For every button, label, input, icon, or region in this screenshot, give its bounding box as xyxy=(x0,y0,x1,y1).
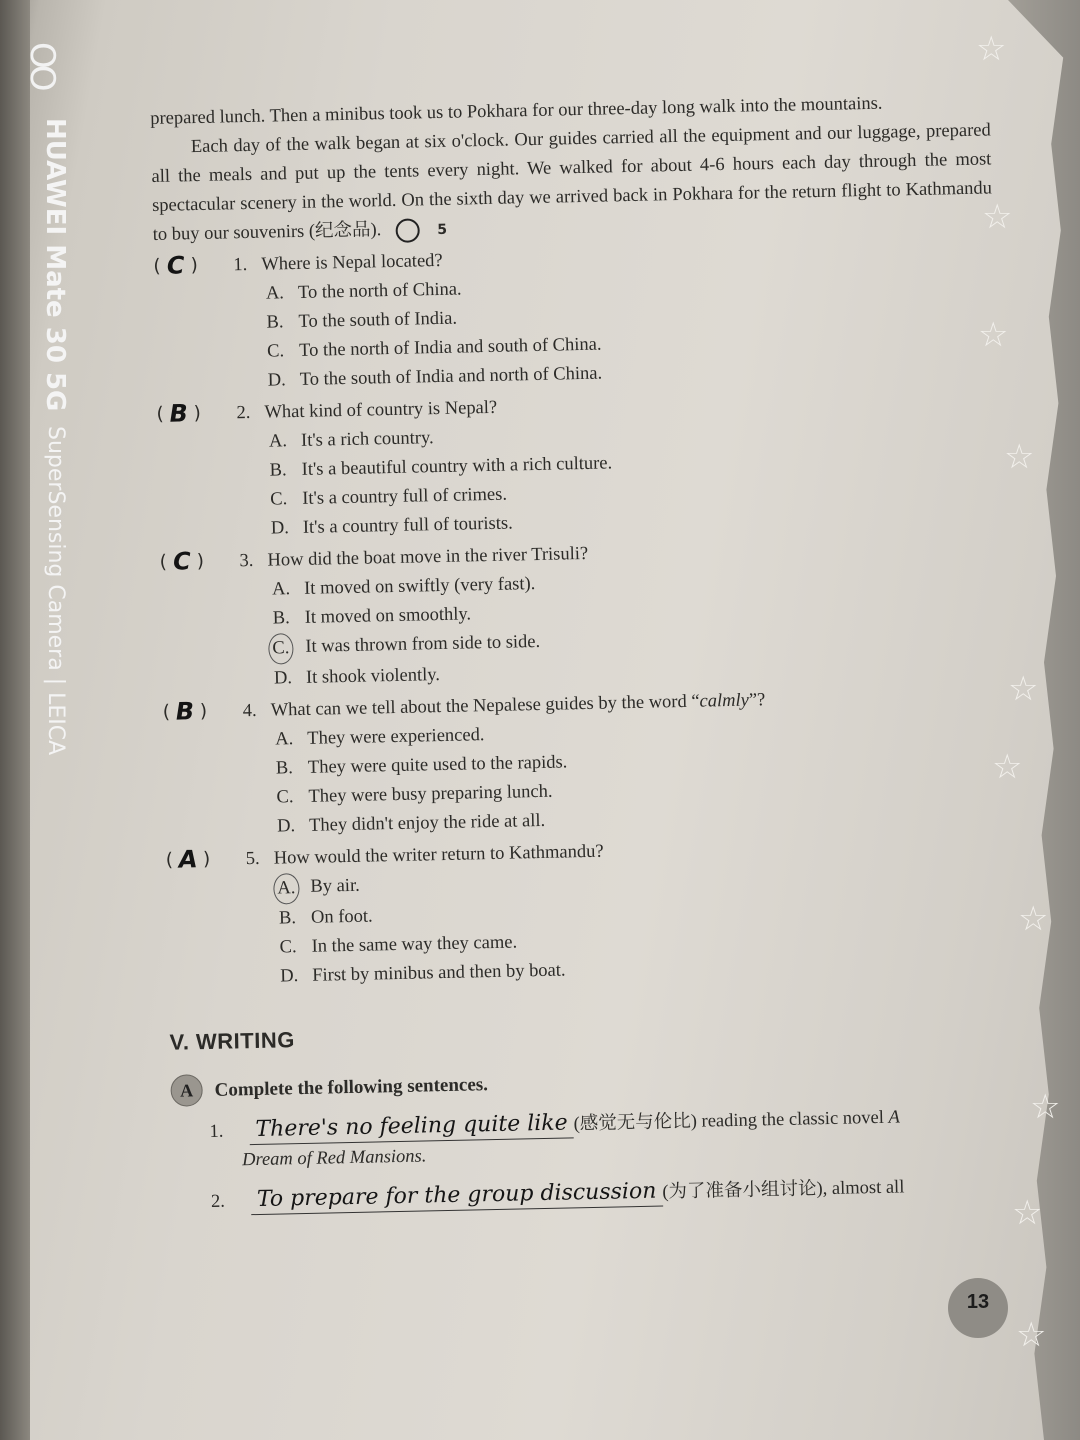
passage-line: prepared lunch. Then a minibus took us to Pokhara for our three-day long walk into the mountains. xyxy=(150,93,883,129)
watermark-logo: OO xyxy=(22,42,62,88)
subsection-heading xyxy=(170,1057,1010,1107)
star-icon: ☆ xyxy=(982,197,1013,237)
star-icon: ☆ xyxy=(1012,1193,1043,1233)
watermark-text xyxy=(40,118,70,756)
subsection-title: Complete the following sentences. xyxy=(214,1073,489,1101)
question-number: 3. xyxy=(239,550,254,572)
option-text: In the same way they came. xyxy=(311,932,518,957)
question-4 xyxy=(162,680,1005,844)
section-title: V. WRITING xyxy=(169,1027,296,1055)
worksheet-content xyxy=(150,87,1013,1217)
option-label: A. xyxy=(268,431,288,452)
option-label: C. xyxy=(279,937,297,958)
handwritten-answer: B xyxy=(173,697,197,726)
option-label: D. xyxy=(280,966,299,987)
handwritten-answer: C xyxy=(170,547,193,576)
question-text: How would the writer return to Kathmandu? xyxy=(273,841,604,869)
star-icon: ☆ xyxy=(1004,437,1035,477)
option-label: B. xyxy=(269,460,287,481)
question-number: 4. xyxy=(242,700,257,722)
option-text: On foot. xyxy=(310,906,373,928)
option-label: D. xyxy=(270,518,290,539)
option-text: First by minibus and then by boat. xyxy=(312,960,566,986)
item-tail-emphasis: A xyxy=(888,1107,901,1128)
handwritten-answer: B xyxy=(167,399,191,428)
option-label: D. xyxy=(273,668,293,689)
question-text-part: What can we tell about the Nepalese guides by the word “ xyxy=(270,691,700,721)
page-number: 13 xyxy=(948,1278,1008,1338)
option-text: It shook violently. xyxy=(305,665,441,688)
option-label-circled: A. xyxy=(273,873,300,905)
option-label: B. xyxy=(275,758,294,779)
item-hint: (为了准备小组讨论), almost all xyxy=(662,1177,905,1203)
option-text: They were busy preparing lunch. xyxy=(308,781,553,807)
option-label xyxy=(278,873,311,905)
question-5 xyxy=(166,828,1009,994)
answer-slot: ( B ) xyxy=(162,697,208,726)
star-icon: ☆ xyxy=(1016,1315,1047,1355)
handwritten-answer: To prepare for the group discussion xyxy=(251,1177,663,1216)
option-label: D. xyxy=(267,370,287,391)
option-label xyxy=(273,633,306,665)
score-mark: 5 xyxy=(395,218,419,242)
option-label: B. xyxy=(278,908,297,929)
option-text: They were experienced. xyxy=(307,725,485,749)
option-label: A. xyxy=(275,729,294,750)
question-text: How did the boat move in the river Trisuli? xyxy=(267,543,589,571)
option-text: They were quite used to the rapids. xyxy=(307,752,568,778)
option-text: To the south of India and north of China. xyxy=(299,363,603,390)
question-2 xyxy=(156,382,999,546)
star-icon: ☆ xyxy=(1030,1087,1061,1127)
handwritten-answer: C xyxy=(164,251,187,280)
answer-slot: ( B ) xyxy=(156,399,202,428)
answer-slot: ( A ) xyxy=(165,845,211,874)
option-text: It's a rich country. xyxy=(300,428,434,451)
question-text-part: ”? xyxy=(748,690,766,711)
option-label: A. xyxy=(265,283,285,304)
option-label: C. xyxy=(276,787,294,808)
question-number: 5. xyxy=(245,848,260,870)
handwritten-answer: A xyxy=(176,845,200,874)
option-text: To the north of China. xyxy=(297,279,462,303)
question-3 xyxy=(159,530,1002,696)
question-text: Where is Nepal located? xyxy=(261,250,443,275)
option-label: B. xyxy=(266,312,284,333)
item-number: 2. xyxy=(210,1191,226,1212)
camera-watermark xyxy=(22,42,102,756)
option-text: It's a country full of crimes. xyxy=(302,484,508,509)
item-number: 1. xyxy=(209,1121,224,1142)
star-icon: ☆ xyxy=(992,747,1023,787)
star-icon: ☆ xyxy=(978,315,1009,355)
option-label: B. xyxy=(272,608,290,629)
item-continuation: Dream of Red Mansions. xyxy=(241,1146,427,1171)
option-text: They didn't enjoy the ride at all. xyxy=(308,810,546,836)
option-text: To the south of India. xyxy=(298,308,458,332)
option-label: D. xyxy=(276,816,296,837)
option-text: It was thrown from side to side. xyxy=(305,631,541,657)
answer-slot: ( C ) xyxy=(159,547,205,576)
option-label-circled: C. xyxy=(268,633,294,665)
question-text-emphasis: calmly xyxy=(699,690,750,712)
passage-paragraph-text: Each day of the walk began at six o'clock. Our guides carried all the equipment and our luggage, prepared all the meals and put up the tents every night. We walked for about 4-6 hours each day through the most spectacular scenery in the world. On the sixth day we arrived back in Pokhara for the return flight to Kathmandu to buy our souvenirs (纪念品). xyxy=(151,120,993,245)
star-icon: ☆ xyxy=(1008,669,1039,709)
subsection-badge: A xyxy=(170,1074,203,1107)
option-text: It moved on smoothly. xyxy=(304,604,472,628)
question-number: 2. xyxy=(236,402,251,424)
option-text: It moved on swiftly (very fast). xyxy=(303,574,536,599)
option-label: C. xyxy=(266,341,285,362)
option-text: To the north of India and south of China. xyxy=(298,334,602,361)
watermark-brand: HUAWEI Mate 30 5G xyxy=(40,118,70,412)
option-label: C. xyxy=(270,489,288,510)
question-list xyxy=(153,234,1008,993)
star-icon: ☆ xyxy=(976,29,1007,69)
option-text: It's a beautiful country with a rich culture. xyxy=(301,453,613,480)
handwritten-answer: There's no feeling quite like xyxy=(249,1108,574,1145)
answer-slot: ( C ) xyxy=(153,251,199,280)
question-text: What kind of country is Nepal? xyxy=(264,397,498,423)
watermark-sub: SuperSensing Camera | LEICA xyxy=(43,426,68,756)
option-label: A. xyxy=(271,579,291,600)
star-icon: ☆ xyxy=(1018,899,1049,939)
passage-paragraph xyxy=(151,116,993,250)
item-hint: (感觉无与伦比) reading the classic novel xyxy=(573,1107,885,1135)
question-1 xyxy=(153,234,996,398)
question-number: 1. xyxy=(233,255,248,276)
option-text: It's a country full of tourists. xyxy=(302,513,513,538)
option-text: By air. xyxy=(310,875,360,897)
